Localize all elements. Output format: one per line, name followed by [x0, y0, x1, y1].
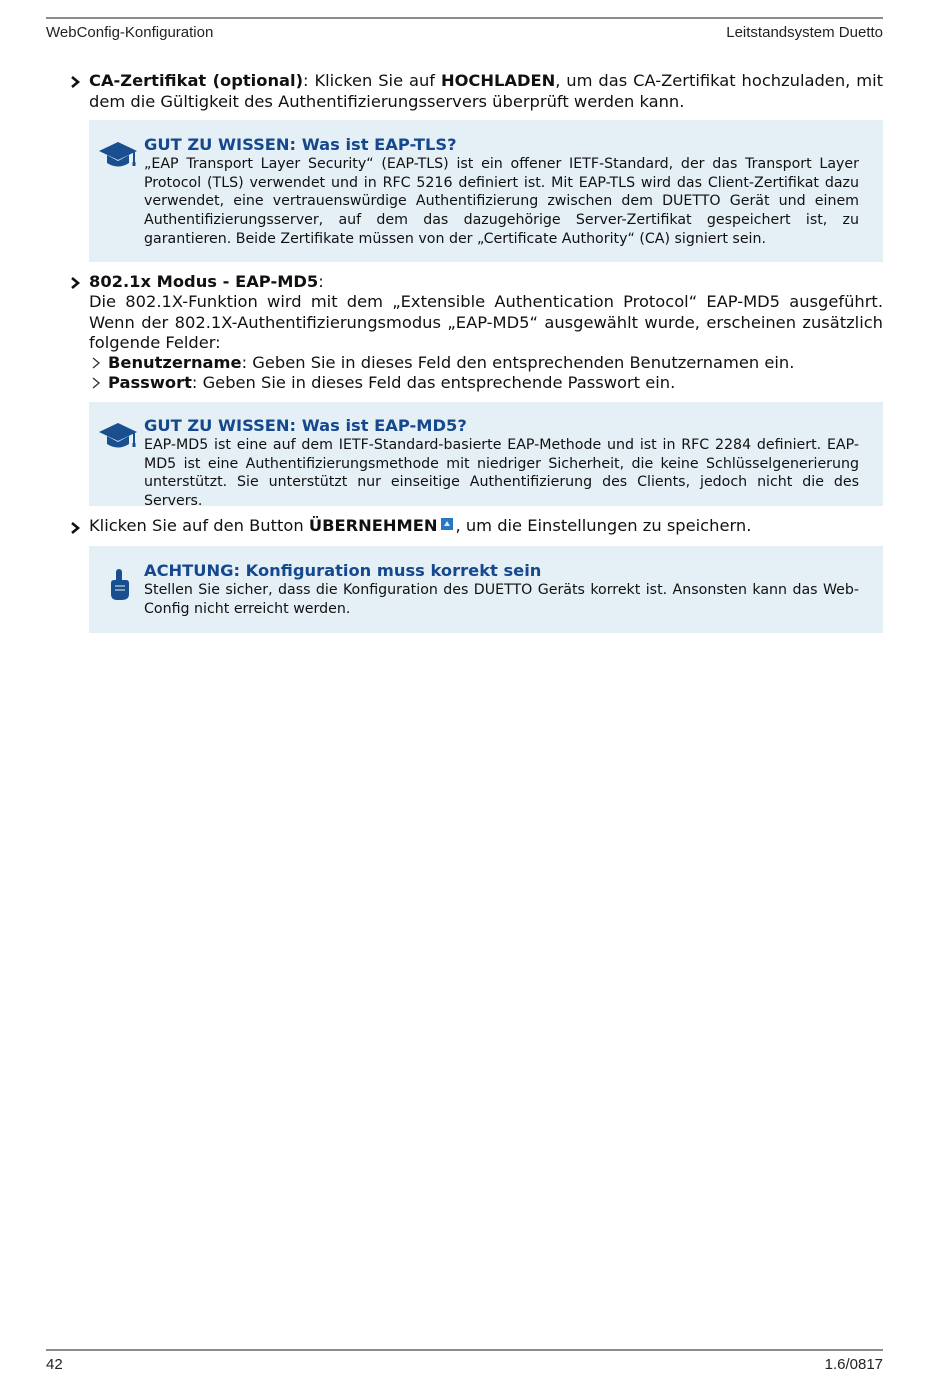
warning-text: Stellen Sie sicher, dass die Konfiguration des DUETTO Geräts korrekt ist. Ansonsten kann das Web-Config nicht erreicht werden.	[144, 582, 859, 617]
apply-item: Klicken Sie auf den Button ÜBERNEHMEN , um die Einstellungen zu speichern.	[89, 516, 752, 535]
header-rule	[46, 17, 883, 19]
chevron-outline-icon	[90, 376, 102, 390]
info-box-title: GUT ZU WISSEN: Was ist EAP-TLS?	[144, 135, 457, 154]
username-field-note: Benutzername: Geben Sie in dieses Feld den entsprechenden Benutzernamen ein.	[108, 353, 795, 372]
graduation-cap-icon	[98, 421, 138, 451]
info-box-text: EAP-MD5 ist eine auf dem IETF-Standard-basierte EAP-Methode und ist in RFC 2284 definiert. EAP-MD5 ist eine Authentifizierungsmethode mit niedriger Sicherheit, die keine Schlüsselgenerierung unterstützt. Sie unterstützt nur einseitige Authentifizierung des Clients, jedoch nicht die des Servers.	[144, 437, 859, 510]
header-right: Leitstandsystem Duetto	[726, 24, 883, 41]
apply-label: ÜBERNEHMEN	[308, 516, 438, 535]
info-box-text: „EAP Transport Layer Security“ (EAP-TLS) ist ein offener IETF-Standard, der das Transport Layer Protocol (TLS) verwendet und in RFC 5216 definiert ist. Mit EAP-TLS wird das Client-Zertifikat dazu verwendet, eine vertrauenswürdige Authentifizierung zwischen dem DUETTO Gerät und einem Authentifizierungsserver, auf dem das dazugehörige Server-Zertifikat gespeichert ist, zu garantieren. Beide Zertifikate müssen von der „Certificate Authority“ (CA) signiert sein.	[144, 156, 859, 247]
ca-certificate-term: CA-Zertifikat (optional)	[89, 71, 304, 90]
chevron-right-icon	[68, 520, 82, 536]
upload-label: HOCHLADEN	[440, 71, 556, 90]
eap-md5-item-title: 802.1x Modus - EAP-MD5:	[89, 272, 324, 291]
header-left: WebConfig-Konfiguration	[46, 24, 214, 41]
eap-md5-description: Die 802.1X-Funktion wird mit dem „Extensible Authentication Protocol“ EAP-MD5 ausgeführt. Wenn der 802.1X-Authentifizierungsmodus „EAP-MD5“ ausgewählt wurde, erscheinen zusätzlich folgende Felder:	[89, 292, 883, 352]
warning-title: ACHTUNG: Konfiguration muss korrekt sein	[144, 561, 542, 580]
info-box-title: GUT ZU WISSEN: Was ist EAP-MD5?	[144, 416, 467, 435]
password-field-note: Passwort: Geben Sie in dieses Feld das entsprechende Passwort ein.	[108, 373, 676, 392]
ca-certificate-item: CA-Zertifikat (optional): Klicken Sie auf HOCHLADEN, um das CA-Zertifikat hochzuladen, mit dem die Gültigkeit des Authentifizierungsservers überprüft werden kann.	[89, 71, 883, 111]
username-term: Benutzername	[108, 353, 242, 372]
warning-box	[89, 546, 883, 633]
footer-rule	[46, 1349, 883, 1351]
document-version: 1.6/0817	[824, 1356, 883, 1373]
chevron-right-icon	[68, 275, 82, 291]
apply-button-icon	[441, 518, 453, 530]
graduation-cap-icon	[98, 140, 138, 170]
chevron-right-icon	[68, 74, 82, 90]
password-term: Passwort	[108, 373, 192, 392]
raised-finger-icon	[107, 568, 133, 602]
chevron-outline-icon	[90, 356, 102, 370]
info-box-eap-md5	[89, 402, 883, 510]
info-box-eap-tls	[89, 120, 883, 262]
eap-md5-term: 802.1x Modus - EAP-MD5	[89, 272, 319, 291]
page-number: 42	[46, 1356, 63, 1373]
